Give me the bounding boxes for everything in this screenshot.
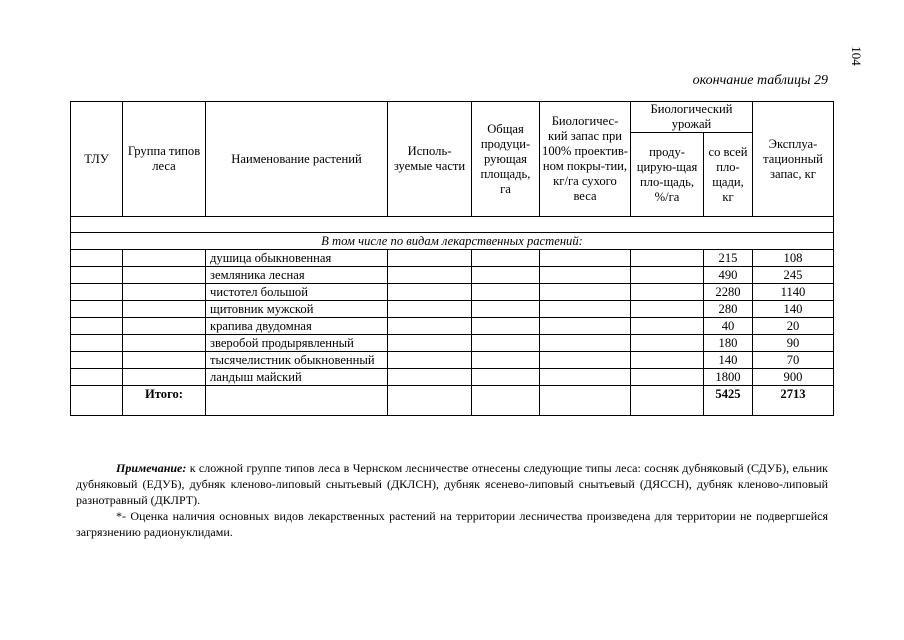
exploit-value: 140 — [753, 301, 834, 318]
header-bio-harvest-total: со всей пло-щади, кг — [704, 133, 753, 217]
exploit-value: 108 — [753, 250, 834, 267]
header-bio-stock: Биологичес-кий запас при 100% проектив-ном покры-тии, кг/га сухого веса — [540, 102, 631, 217]
total-harvest: 5425 — [704, 386, 753, 416]
exploit-value: 245 — [753, 267, 834, 284]
header-bio-harvest-area: проду-цирую-щая пло-щадь, %/га — [631, 133, 704, 217]
page-number: 104 — [848, 46, 864, 66]
medicinal-plants-table — [70, 101, 834, 416]
harvest-value: 180 — [704, 335, 753, 352]
harvest-value: 40 — [704, 318, 753, 335]
harvest-value: 215 — [704, 250, 753, 267]
harvest-value: 280 — [704, 301, 753, 318]
header-tlu: ТЛУ — [71, 102, 123, 217]
plant-name: щитовник мужской — [206, 301, 388, 318]
notes-block — [76, 460, 828, 540]
table-row — [71, 335, 834, 352]
harvest-value: 140 — [704, 352, 753, 369]
exploit-value: 900 — [753, 369, 834, 386]
exploit-value: 20 — [753, 318, 834, 335]
table-row — [71, 369, 834, 386]
note-paragraph-1 — [76, 460, 828, 508]
note-label: Примечание: — [116, 461, 187, 475]
plant-name: душица обыкновенная — [206, 250, 388, 267]
table-row — [71, 318, 834, 335]
header-bio-harvest: Биологический урожай — [631, 102, 753, 133]
exploit-value: 70 — [753, 352, 834, 369]
plant-name: ландыш майский — [206, 369, 388, 386]
table-row — [71, 284, 834, 301]
header-used-parts: Исполь-зуемые части — [388, 102, 472, 217]
note-paragraph-2: *- Оценка наличия основных видов лекарственных растений на территории лесничества произведена для территории не подвергшейся загрязнению радионуклидами. — [76, 509, 828, 539]
exploit-value: 1140 — [753, 284, 834, 301]
total-exploit: 2713 — [753, 386, 834, 416]
table-row — [71, 301, 834, 318]
exploit-value: 90 — [753, 335, 834, 352]
plant-name: чистотел большой — [206, 284, 388, 301]
table-row — [71, 352, 834, 369]
total-label: Итого: — [123, 386, 206, 416]
header-plant-name: Наименование растений — [206, 102, 388, 217]
harvest-value: 2280 — [704, 284, 753, 301]
table-caption: окончание таблицы 29 — [692, 73, 828, 88]
header-exploit-stock: Эксплуа-тационный запас, кг — [753, 102, 834, 217]
plant-name: зверобой продырявленный — [206, 335, 388, 352]
plant-name: крапива двудомная — [206, 318, 388, 335]
harvest-value: 1800 — [704, 369, 753, 386]
header-total-area: Общая продуци-рующая площадь, га — [472, 102, 540, 217]
empty-row — [71, 217, 834, 233]
table-row — [71, 267, 834, 284]
plant-name: тысячелистник обыкновенный — [206, 352, 388, 369]
total-row — [71, 386, 834, 416]
section-row — [71, 233, 834, 250]
header-forest-group: Группа типов леса — [123, 102, 206, 217]
table-row — [71, 250, 834, 267]
plant-name: земляника лесная — [206, 267, 388, 284]
section-title: В том числе по видам лекарственных растений: — [71, 233, 834, 250]
note-text-1: к сложной группе типов леса в Чернском лесничестве отнесены следующие типы леса: сосняк дубняковый (СДУБ), ельник дубняковый (ЕДУБ), дубняк кленово-липовый снытьевый (ДКЛСН), дубняк ясенево-липовый снытьевый (ДЯССН), дубняк кленово-липовый разнотравный (ДКЛРТ). — [76, 461, 828, 507]
harvest-value: 490 — [704, 267, 753, 284]
